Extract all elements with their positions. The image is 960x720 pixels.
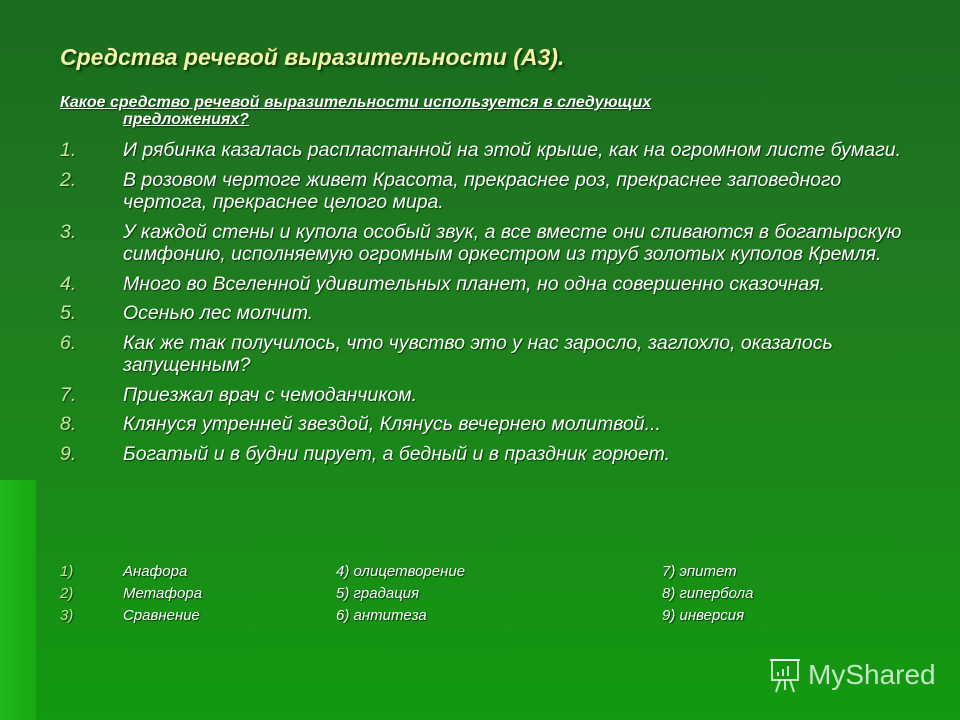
item-text: Как же так получилось, что чувство это у нас заросло, заглохло, оказалось запущенным? [123,331,833,376]
slide-title: Средства речевой выразительности (А3). [60,44,565,70]
item-text: Богатый и в будни пирует, а бедный и в праздник горюет. [123,442,671,465]
question-line1: Какое средство речевой выразительности используется в следующих [60,94,652,111]
item-text: Много во Вселенной удивительных планет, но одна совершенно сказочная. [123,272,826,295]
answer-option: 4) олицетворение [336,563,466,580]
answer-row [60,607,860,629]
item-text: Осенью лес молчит. [123,302,314,324]
answer-option: Метафора [123,585,203,602]
item-number: 7. [60,383,77,406]
list-item [60,332,920,377]
answer-options [60,563,860,629]
list-item [60,139,920,162]
item-text: У каждой стены и купола особый звук, а все вместе они сливаются в богатырскую симфонию, исполняемую огромным оркестром из труб золотых куполов Кремля. [123,220,902,265]
answer-option: 9) инверсия [662,607,745,624]
item-text: И рябинка казалась распластанной на этой крыше, как на огромном листе бумаги. [123,139,902,161]
presentation-icon [768,656,802,694]
list-item [60,169,920,214]
watermark-text: MyShared [808,659,936,690]
answer-option: Анафора [123,563,188,580]
list-item [60,221,920,266]
item-number: 9. [60,442,77,465]
answer-row [60,563,860,585]
answer-option: 6) антитеза [336,607,427,624]
answer-option: 8) гипербола [662,585,754,602]
item-number: 8. [60,413,77,435]
item-number: 6. [60,331,77,354]
item-text: В розовом чертоге живет Красота, прекраснее роз, прекраснее заповедного чертога, прекраснее целого мира. [123,168,842,213]
list-item [60,413,920,436]
list-item [60,273,920,296]
answer-option: 7) эпитет [662,563,737,580]
list-item [60,443,920,466]
item-text: Приезжал врач с чемоданчиком. [123,383,418,406]
item-number: 1. [60,139,77,161]
item-number: 4. [60,272,77,295]
item-number: 2. [60,168,77,191]
answer-number: 2) [60,585,74,602]
question-line2: предложениях? [123,111,250,128]
decorative-strip [0,480,36,720]
item-text: Клянуся утренней звездой, Клянусь вечернею молитвой... [123,413,661,435]
item-number: 5. [60,302,77,324]
list-item [60,384,920,407]
answer-number: 3) [60,607,74,624]
sentence-list [60,139,920,472]
myshared-watermark [768,656,936,694]
answer-row [60,585,860,607]
list-item [60,302,920,325]
item-number: 3. [60,220,77,243]
answer-option: 5) градация [336,585,420,602]
question [60,94,860,128]
answer-option: Сравнение [123,607,200,624]
answer-number: 1) [60,563,74,580]
